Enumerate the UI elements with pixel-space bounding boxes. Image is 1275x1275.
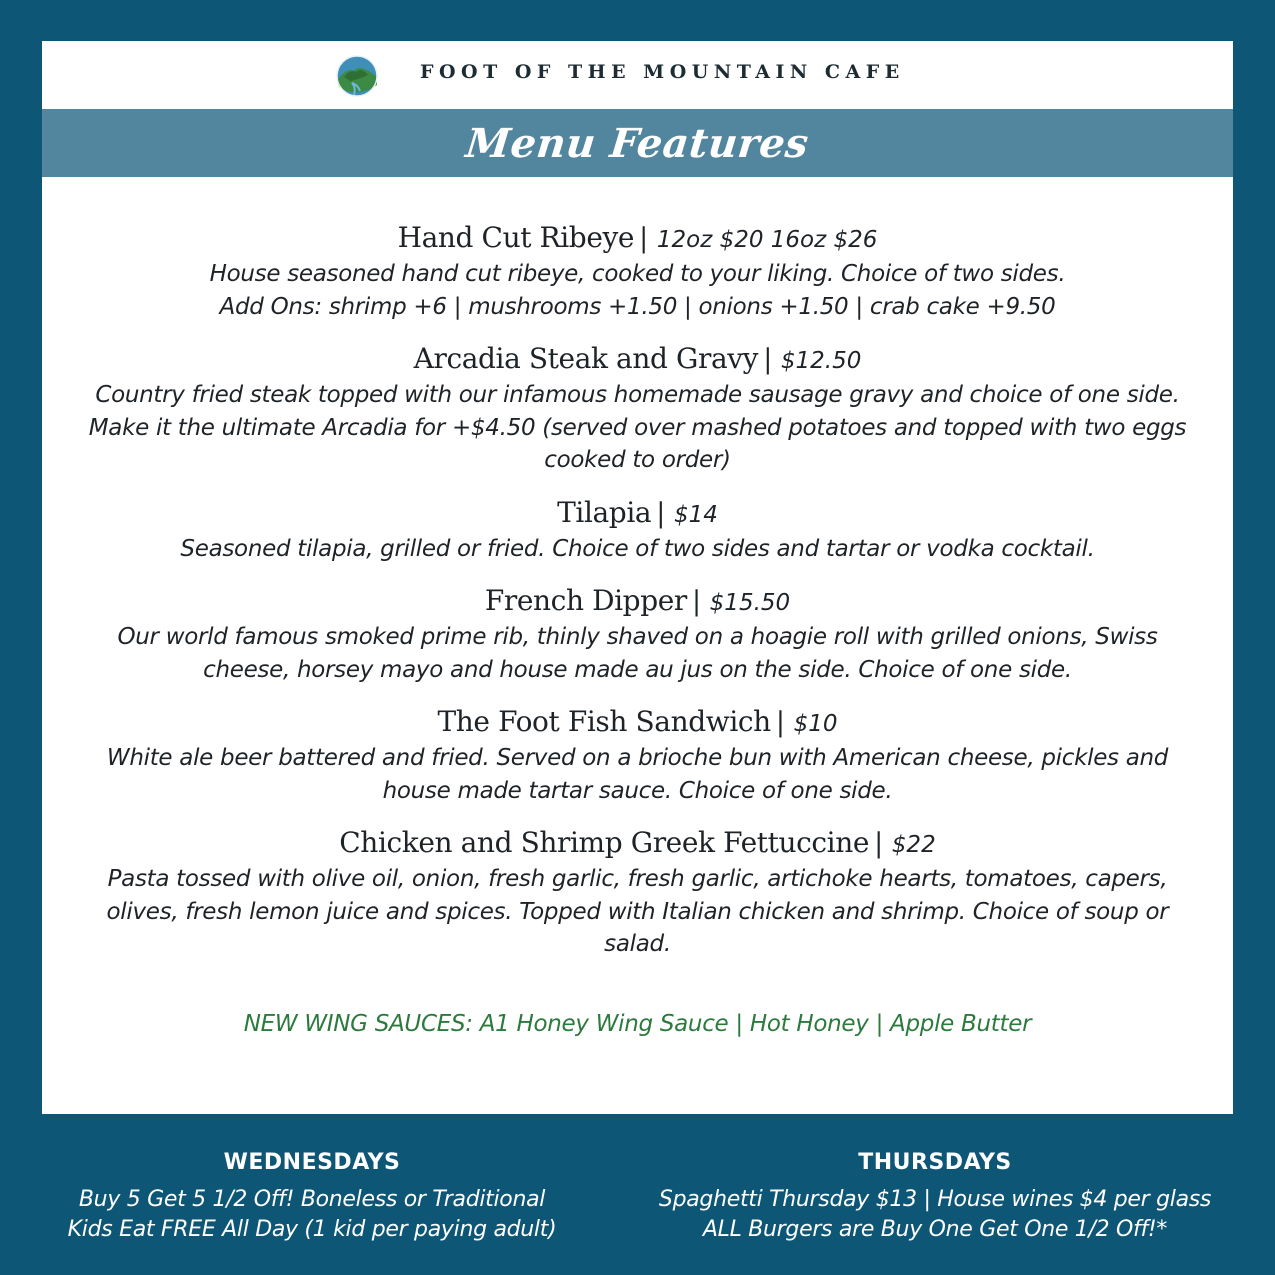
wing-sauces-note: NEW WING SAUCES: A1 Honey Wing Sauce | Hot Honey | Apple Butter <box>243 1011 1032 1037</box>
menu-item-header <box>42 584 1233 621</box>
separator: | <box>874 828 892 859</box>
thursday-specials <box>625 1150 1245 1245</box>
menu-item-price: $10 <box>793 711 838 737</box>
menu-item <box>42 221 1233 323</box>
menu-item-description-line: house made tartar sauce. Choice of one side. <box>382 777 893 804</box>
menu-features-banner <box>42 109 1233 177</box>
menu-item-name: The Foot Fish Sandwich <box>437 705 771 738</box>
specials-line: Buy 5 Get 5 1/2 Off! Boneless or Traditional <box>78 1187 546 1212</box>
menu-item <box>42 826 1233 961</box>
menu-item-description-line: salad. <box>604 931 671 957</box>
menu-item <box>42 584 1233 686</box>
menu-item-description-line: Pasta tossed with olive oil, onion, fresh garlic, fresh garlic, artichoke hearts, tomatoes, capers, <box>107 866 1168 892</box>
specials-line: Kids Eat FREE All Day (1 kid per paying adult) <box>67 1217 557 1242</box>
menu-item-name: Tilapia <box>557 495 652 529</box>
menu-item-price: $15.50 <box>709 590 791 616</box>
menu-item-header <box>42 826 1233 863</box>
menu-item-name: French Dipper <box>484 584 687 617</box>
banner-title: Menu Features <box>463 119 812 167</box>
menu-item-header <box>42 221 1233 258</box>
menu-item <box>42 705 1233 807</box>
specials-line: Spaghetti Thursday $13 | House wines $4 per glass <box>658 1187 1212 1212</box>
menu-item <box>42 496 1233 566</box>
menu-items-list <box>42 221 1233 980</box>
specials-title: WEDNESDAYS <box>223 1150 401 1175</box>
menu-item-description-line: cooked to order) <box>544 447 731 473</box>
separator: | <box>639 223 657 254</box>
menu-item-description-line: Seasoned tilapia, grilled or fried. Choice of two sides and tartar or vodka cocktail. <box>180 535 1095 562</box>
wednesday-specials <box>2 1150 622 1245</box>
mountain-logo-icon <box>336 55 378 97</box>
cafe-name: FOOT OF THE MOUNTAIN CAFE <box>420 61 905 83</box>
menu-item-description-line: House seasoned hand cut ribeye, cooked to your liking. Choice of two sides. <box>209 261 1066 287</box>
menu-item-description-line: Make it the ultimate Arcadia for +$4.50 (served over mashed potatoes and topped with two eggs <box>88 414 1187 441</box>
menu-item-description-line: White ale beer battered and fried. Served on a brioche bun with American cheese, pickles and <box>106 745 1169 771</box>
menu-item-description-line: Add Ons: shrimp +6 | mushrooms +1.50 | onions +1.50 | crab cake +9.50 <box>219 293 1056 320</box>
header-bar <box>42 41 1233 109</box>
menu-item-description-line: olives, fresh lemon juice and spices. Topped with Italian chicken and shrimp. Choice of soup or <box>106 898 1169 925</box>
menu-item-name: Arcadia Steak and Gravy <box>413 342 759 375</box>
separator: | <box>691 586 710 617</box>
separator: | <box>763 344 781 375</box>
menu-item-header <box>42 496 1233 533</box>
menu-item-header <box>42 705 1233 742</box>
menu-item-name: Chicken and Shrimp Greek Fettuccine <box>339 826 870 859</box>
separator: | <box>656 497 674 529</box>
menu-item-description-line: Our world famous smoked prime rib, thinly shaved on a hoagie roll with grilled onions, Swiss <box>117 624 1158 650</box>
specials-line: ALL Burgers are Buy One Get One 1/2 Off!* <box>702 1217 1168 1242</box>
menu-item-description-line: Country fried steak topped with our infamous homemade sausage gravy and choice of one side. <box>95 382 1180 408</box>
menu-item-price: 12oz $20 16oz $26 <box>656 227 878 253</box>
menu-item <box>42 342 1233 477</box>
menu-item-header <box>42 342 1233 379</box>
menu-item-price: $12.50 <box>780 348 862 374</box>
separator: | <box>775 707 794 738</box>
specials-title: THURSDAYS <box>858 1150 1012 1175</box>
menu-item-name: Hand Cut Ribeye <box>397 221 635 254</box>
menu-item-price: $14 <box>673 501 718 528</box>
menu-item-description-line: cheese, horsey mayo and house made au jus on the side. Choice of one side. <box>203 656 1072 683</box>
menu-item-price: $22 <box>891 832 936 858</box>
menu-card <box>42 41 1233 1114</box>
